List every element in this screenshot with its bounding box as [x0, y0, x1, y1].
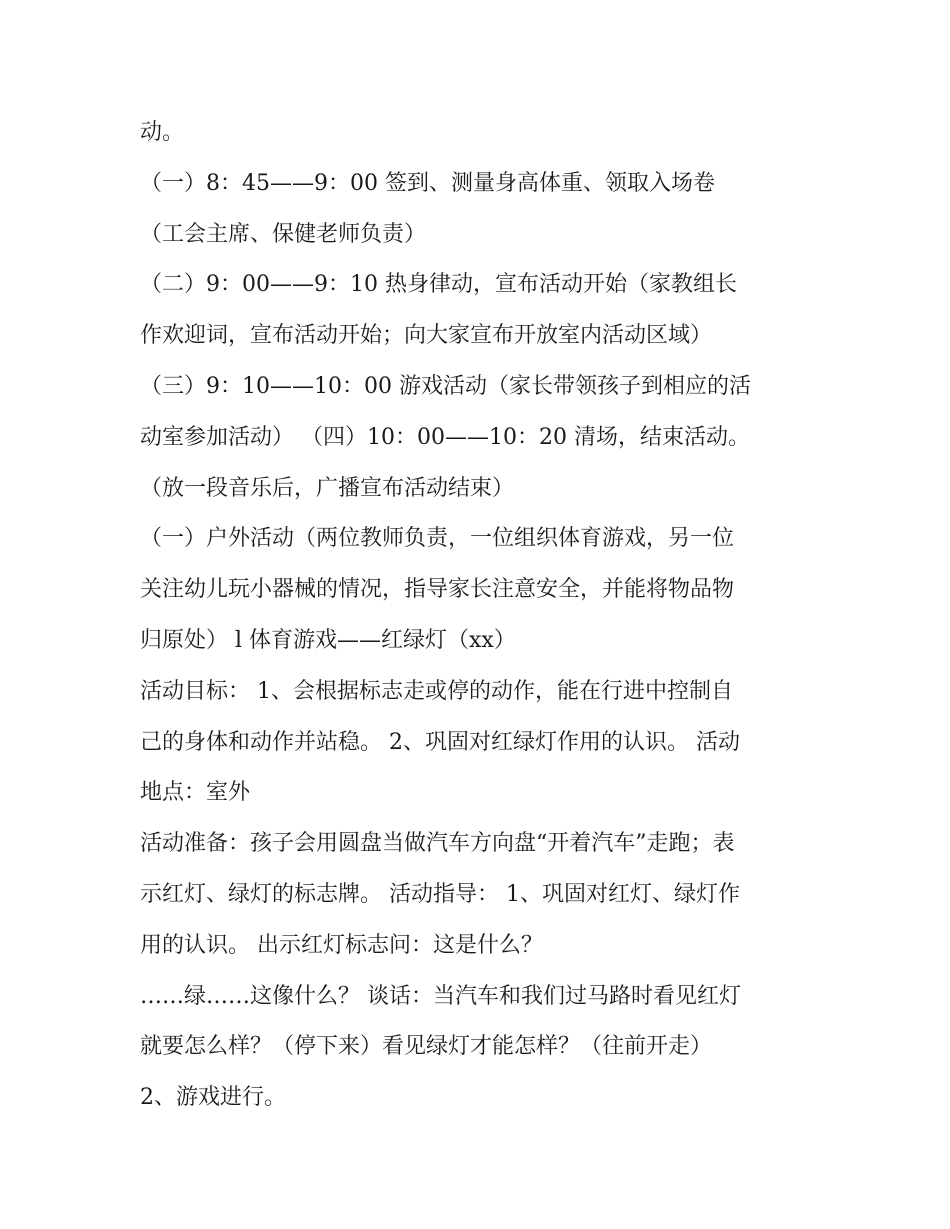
text-line: 动。	[140, 120, 185, 145]
text-line: 归原处） l 体育游戏——红绿灯（xx）	[140, 627, 516, 653]
text-line: 活动准备：孩子会用圆盘当做汽车方向盘“开着汽车”走跑；表	[140, 831, 735, 857]
text-line: 就要怎么样？（停下来）看见绿灯才能怎样？（往前开走）	[140, 1034, 713, 1060]
text-line: 示红灯、绿灯的标志牌。 活动指导： 1、巩固对红灯、绿灯作	[140, 881, 740, 907]
text-line: 动室参加活动） （四）10：00——10：20 清场，结束活动。	[140, 424, 750, 450]
text-line: 己的身体和动作并站稳。 2、巩固对红绿灯作用的认识。 活动	[140, 729, 740, 755]
text-line: 活动目标： 1、会根据标志走或停的动作，能在行进中控制自	[140, 678, 733, 704]
text-line: 关注幼儿玩小器械的情况，指导家长注意安全，并能将物品物	[140, 577, 735, 603]
text-line: （工会主席、保健老师负责）	[140, 221, 427, 247]
text-line: （一）8：45——9：00 签到、测量身高体重、领取入场卷	[140, 170, 715, 196]
text-line: ……绿……这像什么？ 谈话：当汽车和我们过马路时看见红灯	[140, 983, 741, 1009]
text-line: （二）9：00——9：10 热身律动，宣布活动开始（家教组长	[140, 272, 737, 298]
text-line: （放一段音乐后，广播宣布活动结束）	[140, 475, 515, 501]
text-line: （三）9：10——10：00 游戏活动（家长带领孩子到相应的活	[140, 373, 751, 399]
text-line: 2、游戏进行。	[140, 1085, 286, 1111]
text-line: 用的认识。 出示红灯标志问：这是什么？	[140, 932, 543, 958]
document-body	[140, 108, 820, 1124]
text-line: 地点：室外	[140, 780, 251, 806]
text-line: （一）户外活动（两位教师负责，一位组织体育游戏，另一位	[140, 526, 735, 552]
text-line: 作欢迎词，宣布活动开始；向大家宣布开放室内活动区域）	[140, 323, 713, 349]
